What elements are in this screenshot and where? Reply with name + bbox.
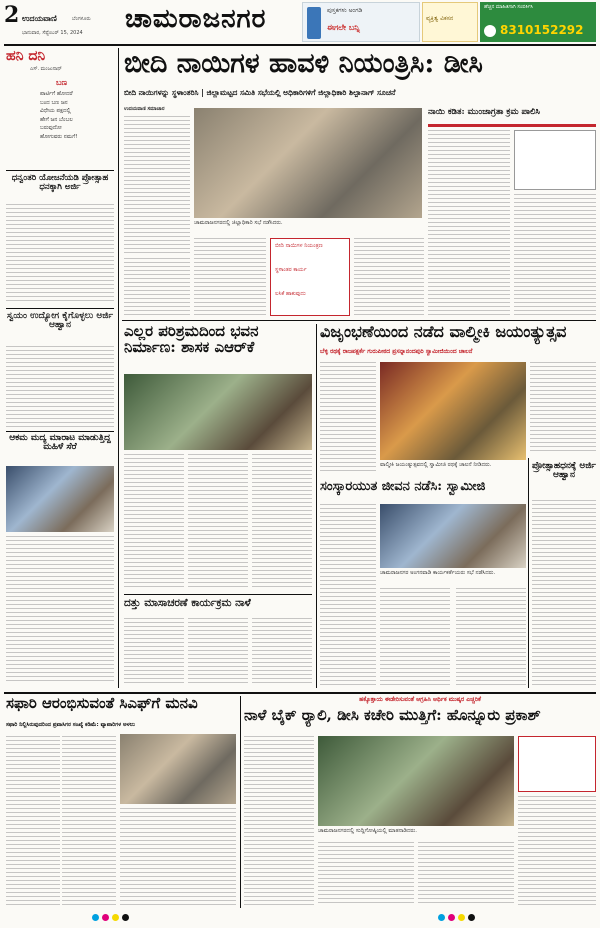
incentive-headline: ಪ್ರೋತ್ಸಾಹಧನಕ್ಕೆ ಅರ್ಜಿ ಆಹ್ವಾನ xyxy=(532,462,596,481)
bikerally-photo xyxy=(318,736,514,826)
column-divider xyxy=(6,170,114,171)
arrest-photo xyxy=(6,466,114,532)
masthead-rule xyxy=(4,44,596,46)
side-story-body1 xyxy=(428,130,510,316)
highlight-item: ಬೀದಿ ನಾಯಿಗಳ ನಿಯಂತ್ರಣ xyxy=(275,243,323,249)
ad-development-text: ವ್ಯಕ್ತಿತ್ವ ವಿಕಸನ xyxy=(426,15,454,22)
divider xyxy=(124,594,312,595)
side-story-body2 xyxy=(514,194,596,316)
mid-vrule xyxy=(316,324,317,688)
column-author: ಎಸ್. ಮಂಜುನಾಥ್ xyxy=(30,66,62,72)
main-byline: ಉದಯವಾಣಿ ಸಮಾಚಾರ xyxy=(124,106,165,112)
adoption-body-col1 xyxy=(124,618,184,686)
poem-line: ಪಾರ್ಟಿಗೆ ಹೋದರೆ xyxy=(40,91,73,97)
adoption-body-col3 xyxy=(252,618,312,686)
bikerally-body-col4 xyxy=(518,796,596,906)
safari-body-col1 xyxy=(6,736,60,906)
samskara-photo xyxy=(380,504,526,568)
main-photo-caption: ಚಾಮರಾಜನಗರದಲ್ಲಿ ಜಿಲ್ಲಾಧಿಕಾರಿ ಸಭೆ ನಡೆಸಿದರು. xyxy=(194,220,283,226)
registration-marks xyxy=(438,914,498,922)
bikerally-body-col2 xyxy=(318,842,414,906)
main-headline: ಬೀದಿ ನಾಯಿಗಳ ಹಾವಳಿ ನಿಯಂತ್ರಿಸಿ: ಡೀಸಿ xyxy=(124,50,483,79)
ad-books-line2: ಈಗಲೇ ಬನ್ನಿ xyxy=(327,23,360,32)
safari-subhead: ಸಫಾರಿ ನಿಲ್ಲಿಸಿರುವುದರಿಂದ ಪ್ರವಾಸಿಗರ ಸಂಖ್ಯೆ ಕಡಿಮೆ: ವ್ಯಾಪಾರಿಗಳ ಅಳಲು xyxy=(6,722,135,728)
ad-contact[interactable] xyxy=(480,2,596,42)
adoption-headline: ದತ್ತು ಮಾಸಾಚರಣೆ ಕಾರ್ಯಕ್ರಮ ನಾಳೆ xyxy=(124,598,251,609)
ad-books[interactable] xyxy=(302,2,420,42)
bikerally-side-box xyxy=(518,736,596,792)
incentive-body xyxy=(532,500,596,688)
adoption-body-col2 xyxy=(188,618,248,686)
district-title: ಚಾಮರಾಜನಗರ xyxy=(125,6,267,34)
safari-body-col3 xyxy=(120,808,236,906)
valmiki-body-col1 xyxy=(320,362,376,474)
main-body-col3 xyxy=(354,238,424,316)
side-story-head: ನಾಯಿ ಕಡಿತ: ಮುಂಜಾಗ್ರತಾ ಕ್ರಮ ಪಾಲಿಸಿ xyxy=(428,108,540,117)
safari-photo xyxy=(120,734,236,804)
valmiki-photo-caption: ವಾಲ್ಮೀಕಿ ಜಯಂತ್ಯುತ್ಸವದಲ್ಲಿ ಸ್ವಾಮೀಜಿ ರಥಕ್ಕೆ ಚಾಲನೆ ನೀಡಿದರು. xyxy=(380,462,492,468)
highlights-box xyxy=(270,238,350,316)
samskara-photo-caption: ಚಾಮರಾಜನಗರ ಅಂಗನವಾಡಿ ಕಾರ್ಯಕರ್ತೆಯರು ಸಭೆ ನಡೆಸಿದರು. xyxy=(380,570,496,576)
bhavan-body-col3 xyxy=(252,454,312,590)
story-liquor-body xyxy=(6,536,114,684)
samskara-body-col3 xyxy=(456,588,526,688)
divider xyxy=(6,431,114,432)
safari-headline: ಸಫಾರಿ ಆರಂಭಿಸುವಂತೆ ಸಿಎಫ್‌ಗೆ ಮನವಿ xyxy=(6,696,198,712)
ribbon-banner: ಹಕ್ಕೊತ್ತಾಯ ಈಡೇರಿಸುವಂತೆ ಆಗ್ರಹಿಸಿ ಆರ್ಥಿಕ ಮುಷ್ಕರ ಎಚ್ಚರಿಕೆ xyxy=(359,696,481,703)
bottom-section-rule xyxy=(4,692,596,694)
story-selfemployment-head: ಸ್ವಯಂ ಉದ್ಯೋಗ ಕೈಗೊಳ್ಳಲು ಅರ್ಜಿ ಆಹ್ವಾನ xyxy=(6,312,114,331)
bhavan-body-col2 xyxy=(188,454,248,590)
valmiki-headline: ವಿಜೃಂಭಣೆಯಿಂದ ನಡೆದ ವಾಲ್ಮೀಕಿ ಜಯಂತ್ಯುತ್ಸವ xyxy=(320,324,567,341)
bhavan-body-col1 xyxy=(124,454,184,590)
main-photo-meeting xyxy=(194,108,422,218)
story-dhanvantari-head: ಧನ್ವಂತರಿ ಯೋಜನೆಯಡಿ ಪ್ರೋತ್ಸಾಹ ಧನಕ್ಕಾಗಿ ಅರ್ಜಿ xyxy=(11,174,109,192)
poem-line: ಹೋಗುವರು ನಮಗೆ! xyxy=(40,133,78,140)
safari-body-col2 xyxy=(62,736,116,906)
bottom-vrule xyxy=(240,696,241,908)
poem-line: ಬಂದ ಬಣ ಜನ xyxy=(40,99,68,106)
dateline: ಭಾನುವಾರ, ಸೆಪ್ಟೆಂಬರ್ 15, 2024 xyxy=(22,30,83,36)
bikerally-body-col1 xyxy=(244,736,314,906)
main-body-col1 xyxy=(124,116,190,254)
paper-name: ಉದಯವಾಣಿ xyxy=(22,14,57,23)
story-dhanvantari-body xyxy=(6,204,114,304)
ad-development[interactable] xyxy=(422,2,478,42)
main-body-col2 xyxy=(194,238,266,316)
divider xyxy=(6,308,114,309)
ad-contact-text: ಹೆಚ್ಚಿನ ಮಾಹಿತಿಗಾಗಿ ಸಂಪರ್ಕಿಸಿ xyxy=(484,4,533,10)
samskara-body-col2 xyxy=(380,588,450,688)
bikerally-photo-caption: ಚಾಮರಾಜನಗರದಲ್ಲಿ ಸುದ್ದಿಗೋಷ್ಠಿಯಲ್ಲಿ ಮಾತನಾಡಿದರು. xyxy=(318,828,417,834)
samskara-body-col1 xyxy=(320,504,376,688)
poem-body xyxy=(40,90,112,162)
main-story-bottom-rule xyxy=(122,320,596,321)
poem-line: ವಿಧೇಯ ಪಕ್ಷದಲ್ಲಿ xyxy=(40,108,71,115)
bikerally-headline: ನಾಳೆ ಬೈಕ್ ರ‍್ಯಾಲಿ, ಡೀಸಿ ಕಚೇರಿ ಮುತ್ತಿಗೆ: ಹೊನ್ನೂರು ಪ್ರಕಾಶ್ xyxy=(244,708,541,724)
phone-illustration-icon xyxy=(307,7,321,39)
poem-line: ಹೇಗೆ ಜನ ಬೆಂಬಲ xyxy=(40,116,73,123)
valmiki-chariot-photo xyxy=(380,362,526,460)
samskara-headline: ಸಂಸ್ಕಾರಯುತ ಜೀವನ ನಡೆಸಿ: ಸ್ವಾಮೀಜಿ xyxy=(320,480,486,494)
page-number: 2 xyxy=(4,2,20,28)
right-vrule xyxy=(528,458,529,688)
side-story-bar xyxy=(428,124,596,127)
story-liquor-head: ಆಕಮ ಮದ್ಯ ಮಾರಾಟ ಮಾಡುತ್ತಿದ್ದ ಮಹಿಳೆ ಸೆರೆ xyxy=(9,434,111,453)
phone-icon xyxy=(484,25,496,37)
registration-marks xyxy=(92,914,152,922)
edition-tag: ಬೆಂಗಳೂರು xyxy=(72,16,91,22)
poem-title: ಬಣ xyxy=(56,78,68,87)
ad-books-line1: ಪುಸ್ತಕಗಳು ಅಂಗಡಿ xyxy=(327,7,363,14)
highlight-item: ಸ್ಥಳಾಂತರ ಕಾರ್ಯ xyxy=(275,267,307,273)
bhavan-photo xyxy=(124,374,312,450)
story-selfemployment-body xyxy=(6,346,114,428)
bhavan-headline: ಎಲ್ಲರ ಪರಿಶ್ರಮದಿಂದ ಭವನ ನಿರ್ಮಾಣ: ಶಾಸಕ ಎಆರ್‌ಕೆ xyxy=(124,324,259,356)
ad-contact-phone: 8310152292 xyxy=(500,23,584,37)
column-logo: ಹನಿ ದನಿ xyxy=(6,48,46,64)
left-column-vrule xyxy=(118,48,119,688)
poem-line: ಬರುವುದೋ xyxy=(40,125,62,132)
highlight-item: ಲಸಿಕೆ ಹಾಕುವುದು xyxy=(275,291,306,297)
bikerally-body-col3 xyxy=(418,842,514,906)
valmiki-body-col3 xyxy=(530,362,596,454)
side-story-box xyxy=(514,130,596,190)
main-body-col1b xyxy=(124,258,190,316)
main-subhead: ಬೀದಿ ನಾಯಿಗಳನ್ನು ಸ್ಥಳಾಂತರಿಸಿ | ಜಿಲ್ಲಾಮಟ್ಟದ ಸಮಿತಿ ಸಭೆಯಲ್ಲಿ ಅಧಿಕಾರಿಗಳಿಗೆ ಜಿಲ್ಲಾಧಿಕಾರಿ ಶಿಲ್ಪಾನಾಗ್ ಸೂಚನೆ xyxy=(124,88,396,97)
valmiki-subhead: ಬೆಳ್ಳಿ ರಥಕ್ಕೆ ರಾಜಪಕ್ಷರ್ಕೆ ಗುರುಪೀಠದ ಪ್ರಸನ್ನಾನಂದಪುರಿ ಸ್ವಾಮೀಜಿಯಿಂದ ಚಾಲನೆ xyxy=(320,348,473,355)
